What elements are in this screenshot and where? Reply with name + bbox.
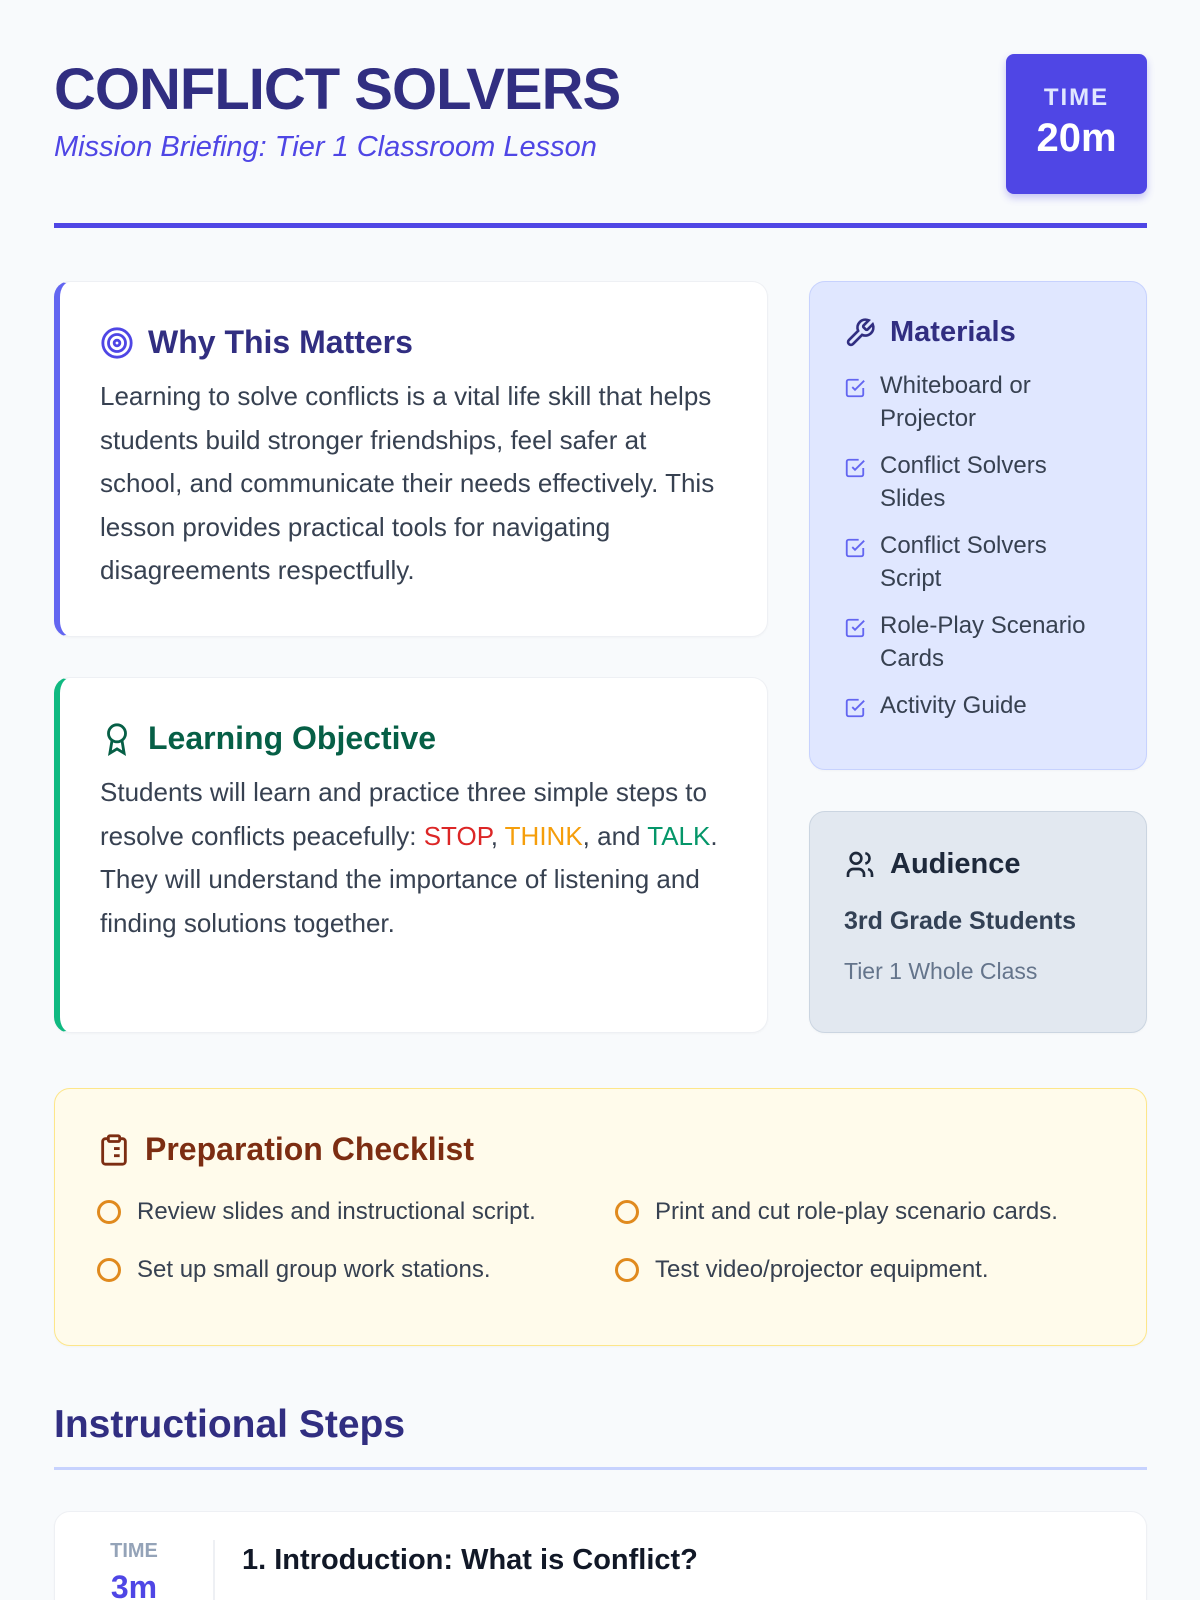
target-icon (100, 326, 134, 360)
checklist-label: Test video/projector equipment. (655, 1256, 989, 1283)
objective-title: Learning Objective (148, 720, 437, 756)
checklist-items (97, 1198, 1104, 1284)
material-label: Activity Guide (880, 692, 1027, 719)
checklist-label: Set up small group work stations. (137, 1256, 491, 1283)
sep: , (490, 820, 505, 851)
step-time (55, 1540, 215, 1600)
wrench-icon (844, 317, 876, 349)
objective-text-b: . They will understand the importance of listening and finding solutions together. (100, 820, 718, 938)
checklist-item[interactable] (97, 1256, 615, 1284)
checklist-label: Review slides and instructional script. (137, 1198, 536, 1225)
step-title: 1. Introduction: What is Conflict? (242, 1544, 698, 1576)
material-label: Conflict Solvers Slides (880, 452, 1047, 512)
material-item (844, 529, 1112, 595)
objective-text (100, 771, 727, 945)
sep: , and (582, 820, 648, 851)
time-value: 20m (1036, 116, 1117, 160)
why-title: Why This Matters (148, 324, 413, 360)
clipboard-icon (97, 1133, 131, 1167)
objective-card (54, 677, 768, 1033)
circle-checkbox-icon[interactable] (615, 1200, 639, 1224)
step-time-value: 3m (110, 1569, 158, 1600)
material-item (844, 609, 1112, 675)
page-title: CONFLICT SOLVERS (54, 57, 621, 122)
stop-keyword: STOP (423, 820, 491, 851)
checklist-card (54, 1088, 1147, 1346)
why-text: Learning to solve conflicts is a vital life skill that helps students build stronger friendships, feel safer at school, and communicate their needs effectively. This lesson provides practical tools for navigating disagreements respectfully. (100, 381, 715, 585)
checkbox-checked-icon (844, 537, 866, 559)
circle-checkbox-icon[interactable] (97, 1258, 121, 1282)
checklist-title: Preparation Checklist (145, 1131, 474, 1167)
talk-keyword: TALK (647, 820, 711, 851)
materials-card (809, 281, 1147, 770)
checkbox-checked-icon (844, 697, 866, 719)
material-item (844, 449, 1112, 515)
materials-list (844, 369, 1112, 722)
step-card (54, 1511, 1147, 1600)
time-label: TIME (1043, 84, 1110, 111)
checklist-item[interactable] (615, 1198, 1115, 1226)
material-label: Role-Play Scenario Cards (880, 612, 1086, 672)
why-card (54, 281, 768, 637)
checklist-label: Print and cut role-play scenario cards. (655, 1198, 1058, 1225)
checklist-item[interactable] (615, 1256, 1115, 1284)
audience-group: Tier 1 Whole Class (844, 958, 1038, 984)
audience-grade: 3rd Grade Students (844, 907, 1076, 935)
steps-heading: Instructional Steps (54, 1403, 406, 1446)
material-item (844, 689, 1112, 722)
time-badge (1006, 54, 1147, 194)
header (54, 54, 1147, 228)
audience-card (809, 811, 1147, 1033)
material-label: Conflict Solvers Script (880, 532, 1047, 592)
checklist-item[interactable] (97, 1198, 615, 1226)
steps-divider (54, 1467, 1147, 1470)
audience-title: Audience (890, 848, 1021, 880)
checkbox-checked-icon (844, 457, 866, 479)
users-icon (844, 849, 876, 881)
circle-checkbox-icon[interactable] (97, 1200, 121, 1224)
materials-title: Materials (890, 316, 1016, 348)
step-time-label: TIME (110, 1540, 158, 1562)
objective-text-a: Students will learn and practice three simple steps to resolve conflicts peacefully: (100, 777, 707, 851)
checkbox-checked-icon (844, 617, 866, 639)
award-icon (100, 722, 134, 756)
material-item (844, 369, 1112, 435)
page-subtitle: Mission Briefing: Tier 1 Classroom Lesson (54, 131, 597, 163)
checkbox-checked-icon (844, 377, 866, 399)
material-label: Whiteboard or Projector (880, 372, 1031, 432)
circle-checkbox-icon[interactable] (615, 1258, 639, 1282)
think-keyword: THINK (504, 820, 583, 851)
